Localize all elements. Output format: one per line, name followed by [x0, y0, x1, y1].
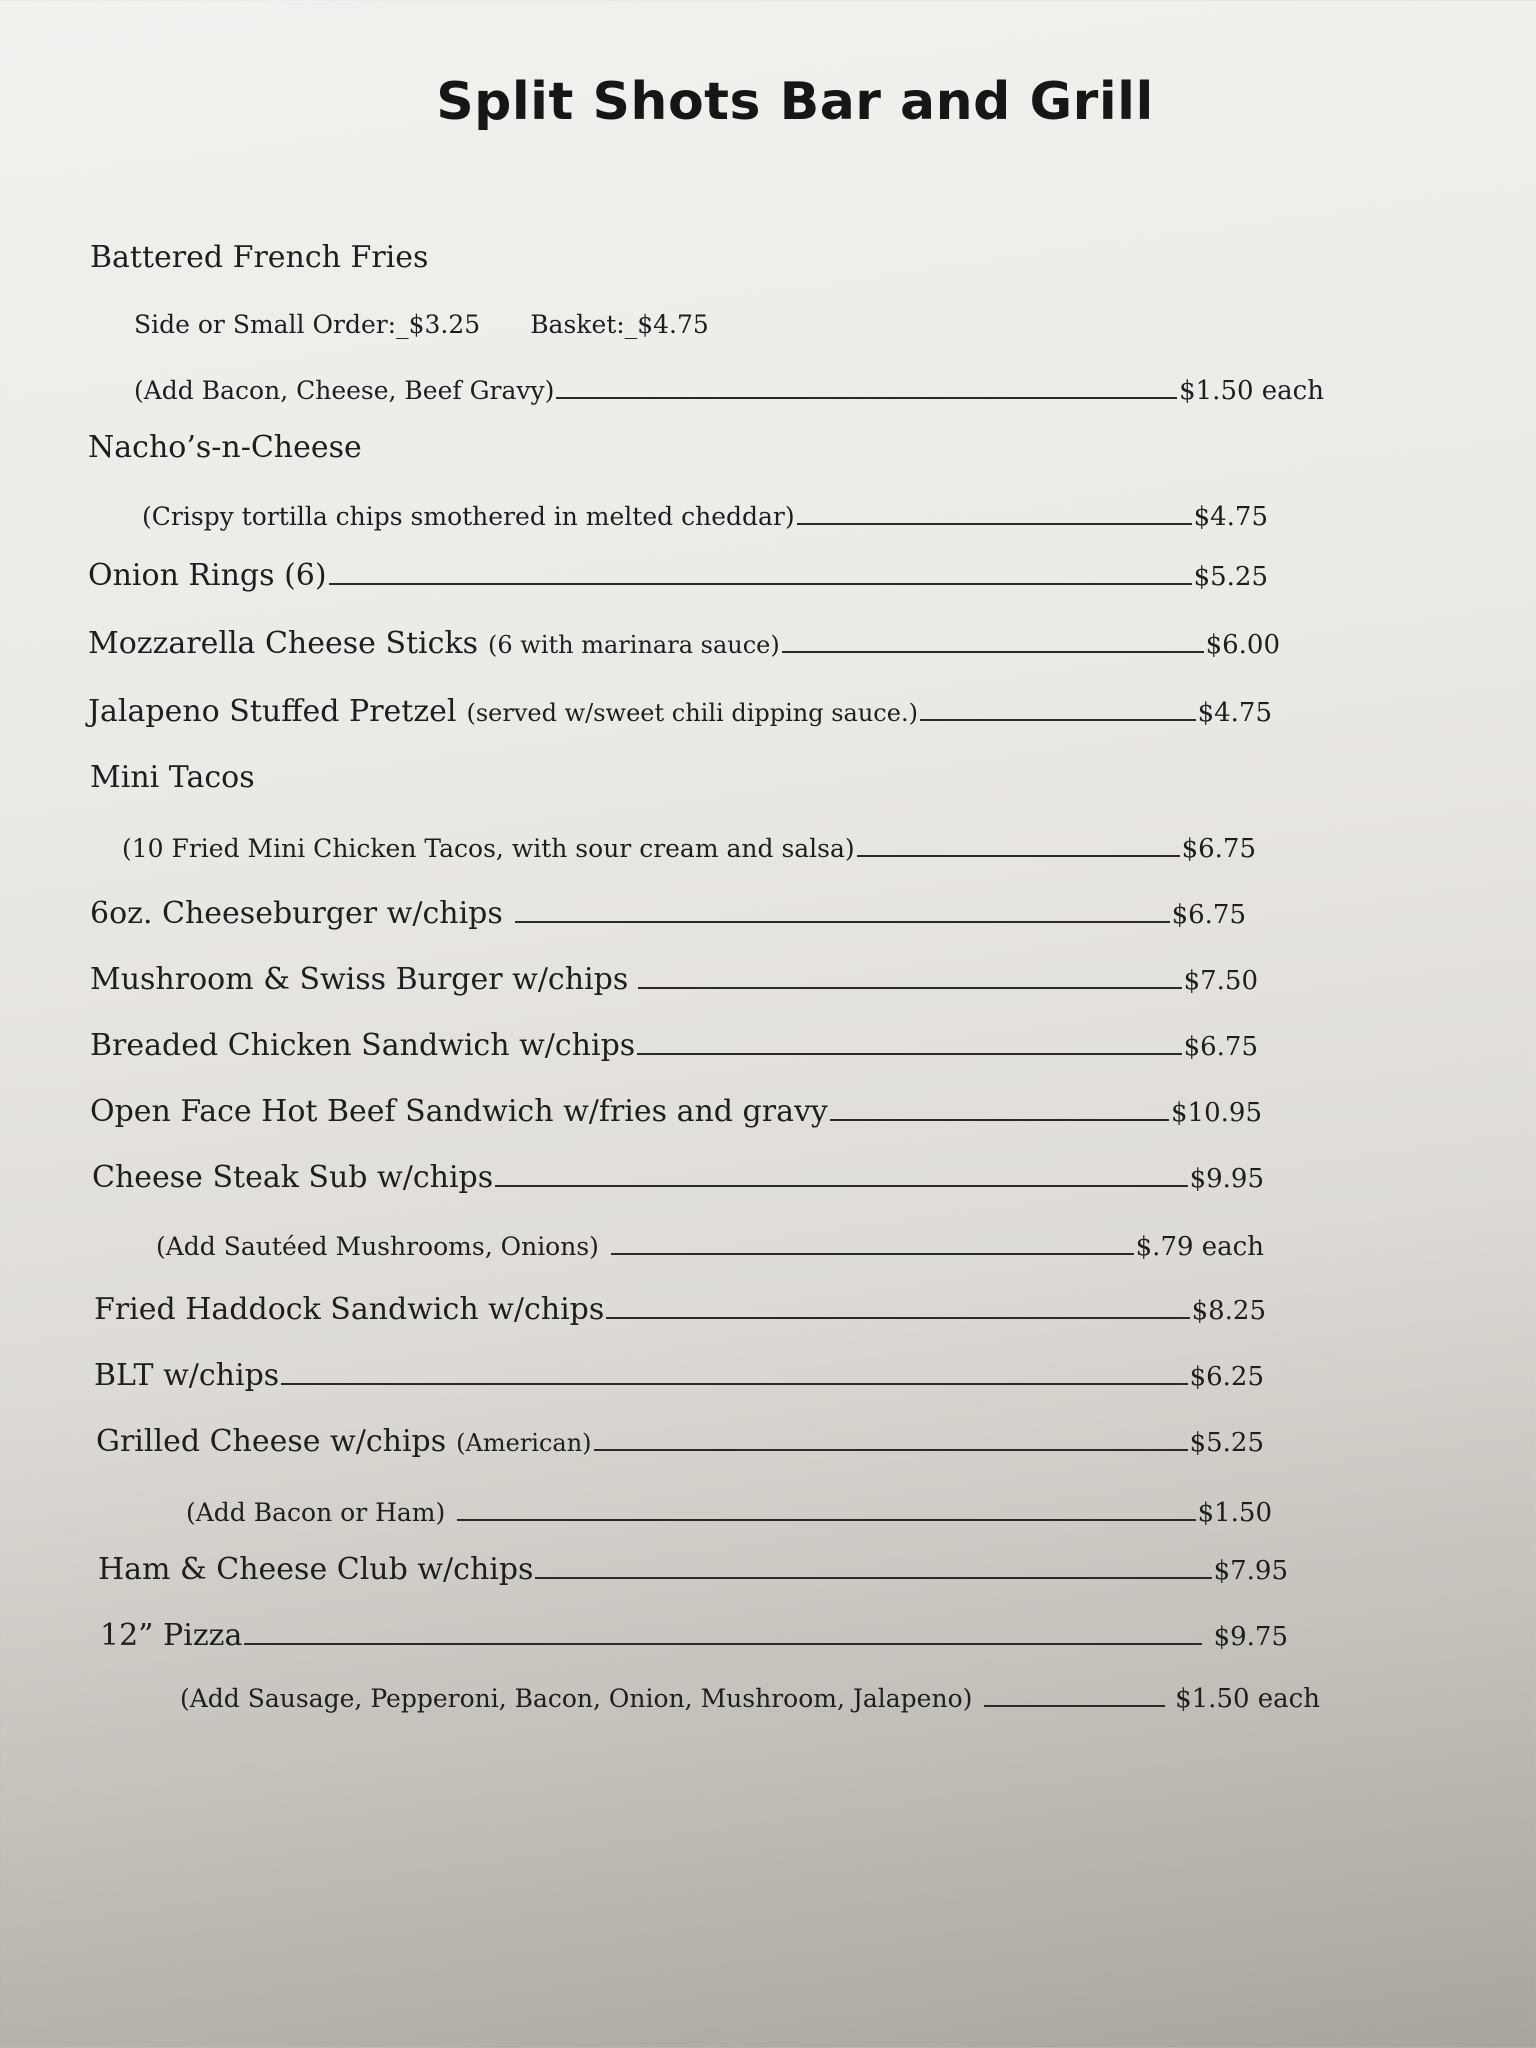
menu-item-pretzel: [88, 694, 1272, 729]
leader-line: [638, 987, 1181, 989]
leader-line: [281, 1383, 1187, 1385]
menu-item-steak-addon: [156, 1232, 1264, 1262]
item-price: $7.95: [1213, 1556, 1288, 1586]
item-price: $6.25: [1189, 1362, 1264, 1392]
menu-item-grilled-cheese: [96, 1424, 1264, 1459]
item-name: Grilled Cheese w/chips: [96, 1424, 447, 1459]
leader-line: [606, 1317, 1189, 1319]
item-name: Fried Haddock Sandwich w/chips: [94, 1292, 605, 1327]
item-desc: (10 Fried Mini Chicken Tacos, with sour cream and salsa): [122, 834, 855, 863]
leader-line: [244, 1643, 1201, 1645]
item-price: $.79 each: [1135, 1232, 1264, 1262]
item-price: $8.25: [1191, 1296, 1266, 1326]
menu-item-gc-addon: [186, 1498, 1272, 1528]
item-desc: (Crispy tortilla chips smothered in melted cheddar): [142, 502, 795, 531]
menu-title: Split Shots Bar and Grill: [436, 72, 1154, 132]
leader-line: [920, 719, 1196, 721]
menu-item-club: [98, 1552, 1288, 1587]
leader-line: [797, 523, 1192, 525]
leader-line: [782, 651, 1204, 653]
item-price: $9.95: [1189, 1164, 1264, 1194]
leader-line: [611, 1253, 1134, 1255]
fries-name: Battered French Fries: [90, 240, 429, 275]
item-note: (served w/sweet chili dipping sauce.): [466, 699, 918, 727]
menu-item-pizza-addon: [180, 1684, 1320, 1714]
item-note: (American): [456, 1429, 592, 1457]
menu-item-chicken-sandwich: [90, 1028, 1258, 1063]
leader-line: [329, 583, 1192, 585]
item-name: Open Face Hot Beef Sandwich w/fries and gravy: [90, 1094, 828, 1129]
item-name: (Add Sautéed Mushrooms, Onions): [156, 1232, 599, 1261]
item-name: 12” Pizza: [100, 1618, 243, 1653]
item-price: $9.75: [1213, 1622, 1288, 1652]
item-price: $5.25: [1189, 1428, 1264, 1458]
item-price: $4.75: [1197, 698, 1272, 728]
leader-line: [495, 1185, 1187, 1187]
item-name: Jalapeno Stuffed Pretzel: [88, 694, 457, 729]
menu-item-steak-sub: [92, 1160, 1264, 1195]
leader-line: [515, 921, 1170, 923]
menu-item-blt: [94, 1358, 1264, 1393]
leader-line: [984, 1705, 1165, 1707]
menu-item-nachos: [142, 502, 1268, 532]
item-name: (Add Sausage, Pepperoni, Bacon, Onion, Mushroom, Jalapeno): [180, 1684, 973, 1713]
leader-line: [535, 1577, 1211, 1579]
item-price: $5.25: [1193, 562, 1268, 592]
leader-line: [637, 1053, 1181, 1055]
fries-basket-price: Basket:_$4.75: [530, 310, 709, 339]
item-name: Breaded Chicken Sandwich w/chips: [90, 1028, 636, 1063]
leader-line: [457, 1519, 1195, 1521]
menu-item-mozzarella: [88, 626, 1280, 661]
fries-small-price: Side or Small Order:_$3.25: [134, 310, 481, 339]
item-price: $6.75: [1181, 834, 1256, 864]
item-price: $1.50 each: [1175, 1684, 1320, 1714]
item-price: $1.50: [1197, 1498, 1272, 1528]
menu-item-hot-beef: [90, 1094, 1262, 1129]
item-name: Mozzarella Cheese Sticks: [88, 626, 479, 661]
item-price: $10.95: [1171, 1098, 1262, 1128]
nachos-name: Nacho’s-n-Cheese: [88, 430, 362, 465]
item-name: (Add Bacon or Ham): [186, 1498, 446, 1527]
menu-item-fries-addon: [134, 376, 1324, 406]
leader-line: [857, 855, 1180, 857]
item-price: $7.50: [1183, 966, 1258, 996]
menu-item-onion-rings: [88, 558, 1268, 593]
item-name: Cheese Steak Sub w/chips: [92, 1160, 494, 1195]
item-note: (6 with marinara sauce): [488, 631, 780, 659]
item-name: Ham & Cheese Club w/chips: [98, 1552, 534, 1587]
leader-line: [556, 397, 1177, 399]
item-name: (Add Bacon, Cheese, Beef Gravy): [134, 376, 555, 405]
item-price: $6.75: [1171, 900, 1246, 930]
menu-item-cheeseburger: [90, 896, 1246, 931]
item-name: Onion Rings (6): [88, 558, 327, 593]
fries-sizes: [134, 310, 709, 339]
menu-item-pizza: [100, 1618, 1288, 1653]
menu-item-haddock: [94, 1292, 1266, 1327]
leader-line: [830, 1119, 1169, 1121]
item-price: $1.50 each: [1179, 376, 1324, 406]
item-price: $4.75: [1193, 502, 1268, 532]
item-price: $6.75: [1183, 1032, 1258, 1062]
item-price: $6.00: [1205, 630, 1280, 660]
item-name: BLT w/chips: [94, 1358, 280, 1393]
menu-item-tacos: [122, 834, 1256, 864]
item-name: Mushroom & Swiss Burger w/chips: [90, 962, 629, 997]
leader-line: [594, 1449, 1188, 1451]
menu-item-mushroom-burger: [90, 962, 1258, 997]
item-name: 6oz. Cheeseburger w/chips: [90, 896, 503, 931]
tacos-name: Mini Tacos: [90, 760, 255, 795]
